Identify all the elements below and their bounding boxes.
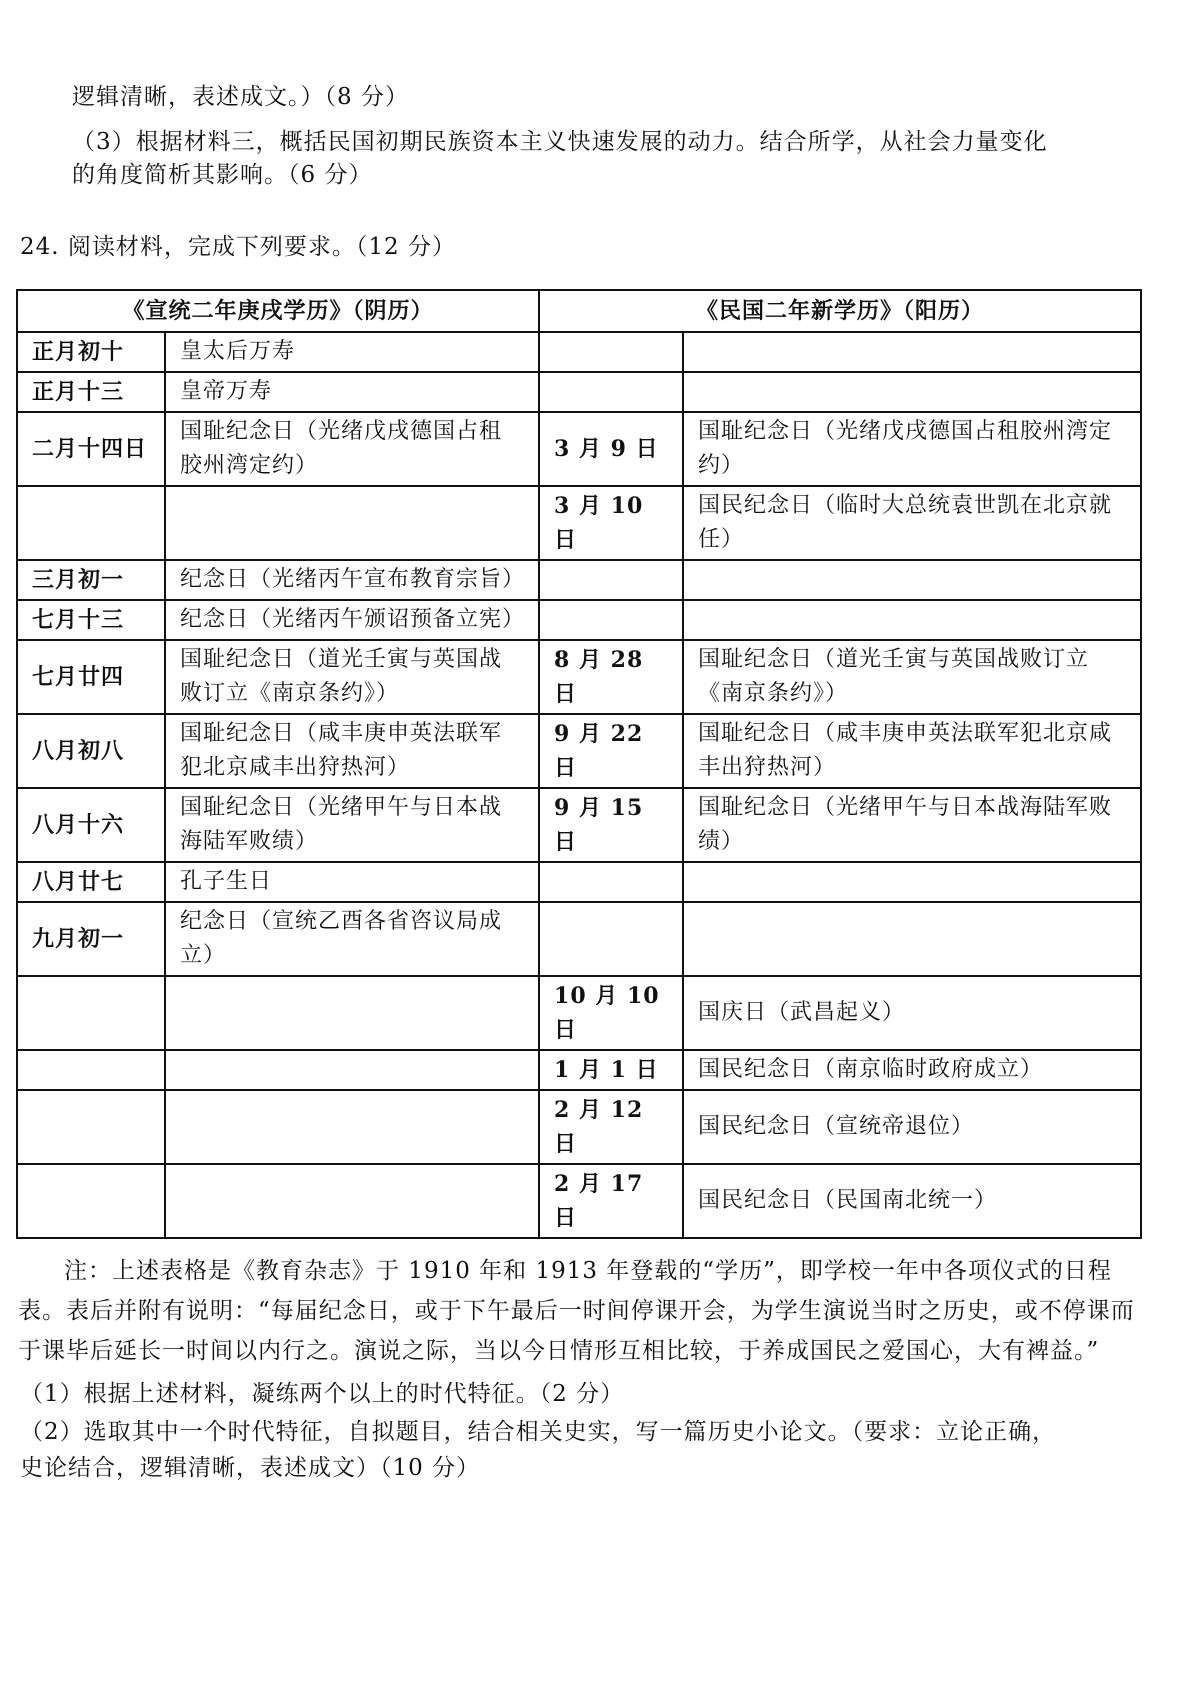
header-qing-calendar: 《宣统二年庚戌学历》（阴历） [17, 290, 539, 332]
prev-question-tail: 逻辑清晰，表述成文。）（8 分） [72, 84, 409, 110]
lunar-date-cell: 七月十三 [17, 600, 165, 640]
solar-date-cell [539, 600, 683, 640]
lunar-date-cell [17, 1050, 165, 1090]
lunar-event-cell [165, 976, 539, 1050]
lunar-event-cell: 孔子生日 [165, 862, 539, 902]
table-row [17, 1050, 1141, 1090]
solar-date-cell: 3 月 9 日 [539, 412, 683, 486]
solar-event-cell [683, 862, 1141, 902]
solar-event-cell: 国庆日（武昌起义） [683, 976, 1141, 1050]
table-row [17, 902, 1141, 976]
lunar-date-cell: 七月廿四 [17, 640, 165, 714]
calendar-table [16, 289, 1142, 1239]
table-row [17, 1164, 1141, 1238]
lunar-event-cell: 国耻纪念日（光绪甲午与日本战海陆军败绩） [165, 788, 539, 862]
lunar-date-cell: 正月十三 [17, 372, 165, 412]
lunar-event-cell: 国耻纪念日（咸丰庚申英法联军犯北京咸丰出狩热河） [165, 714, 539, 788]
solar-date-cell [539, 560, 683, 600]
question-24-heading: 24. 阅读材料，完成下列要求。（12 分） [20, 234, 456, 260]
prev-question-part3: （3）根据材料三，概括民国初期民族资本主义快速发展的动力。结合所学，从社会力量变化 [72, 129, 1048, 155]
sub-question-1: （1）根据上述材料，凝练两个以上的时代特征。（2 分） [20, 1381, 625, 1407]
header-republic-calendar: 《民国二年新学历》（阳历） [539, 290, 1141, 332]
solar-date-cell: 1 月 1 日 [539, 1050, 683, 1090]
lunar-date-cell: 九月初一 [17, 902, 165, 976]
table-row [17, 486, 1141, 560]
solar-event-cell: 国民纪念日（宣统帝退位） [683, 1090, 1141, 1164]
solar-date-cell: 9 月 22 日 [539, 714, 683, 788]
table-row [17, 600, 1141, 640]
solar-event-cell: 国民纪念日（民国南北统一） [683, 1164, 1141, 1238]
solar-date-cell [539, 332, 683, 372]
table-header-row [17, 290, 1141, 332]
lunar-event-cell: 皇太后万寿 [165, 332, 539, 372]
table-note: 注：上述表格是《教育杂志》于 1910 年和 1913 年登载的“学历”，即学校一年中各项仪式的日程表。表后并附有说明：“每届纪念日，或于下午最后一时间停课开会，为学生演说当时之历史，或不停课而于课毕后延长一时间以内行之。演说之际，当以今日情形互相比较，于养成国民之爱国心，大有裨益。” [18, 1258, 1135, 1364]
lunar-event-cell: 国耻纪念日（道光壬寅与英国战败订立《南京条约》） [165, 640, 539, 714]
solar-event-cell: 国耻纪念日（咸丰庚申英法联军犯北京咸丰出狩热河） [683, 714, 1141, 788]
lunar-date-cell: 三月初一 [17, 560, 165, 600]
lunar-date-cell [17, 1090, 165, 1164]
lunar-event-cell: 纪念日（光绪丙午宣布教育宗旨） [165, 560, 539, 600]
solar-event-cell [683, 600, 1141, 640]
solar-date-cell [539, 862, 683, 902]
solar-event-cell: 国耻纪念日（道光壬寅与英国战败订立《南京条约》） [683, 640, 1141, 714]
lunar-event-cell [165, 486, 539, 560]
lunar-date-cell: 正月初十 [17, 332, 165, 372]
lunar-event-cell: 纪念日（宣统乙酉各省咨议局成立） [165, 902, 539, 976]
lunar-event-cell: 皇帝万寿 [165, 372, 539, 412]
solar-date-cell [539, 372, 683, 412]
lunar-date-cell: 八月初八 [17, 714, 165, 788]
lunar-date-cell [17, 486, 165, 560]
solar-date-cell: 2 月 12 日 [539, 1090, 683, 1164]
table-row [17, 412, 1141, 486]
solar-date-cell: 8 月 28 日 [539, 640, 683, 714]
sub-question-2-cont: 史论结合，逻辑清晰，表述成文）（10 分） [20, 1455, 481, 1481]
lunar-date-cell: 二月十四日 [17, 412, 165, 486]
lunar-event-cell [165, 1164, 539, 1238]
solar-date-cell: 9 月 15 日 [539, 788, 683, 862]
lunar-date-cell [17, 1164, 165, 1238]
table-row [17, 560, 1141, 600]
lunar-date-cell: 八月十六 [17, 788, 165, 862]
solar-date-cell: 2 月 17 日 [539, 1164, 683, 1238]
table-row [17, 714, 1141, 788]
solar-event-cell: 国民纪念日（南京临时政府成立） [683, 1050, 1141, 1090]
solar-event-cell: 国民纪念日（临时大总统袁世凯在北京就任） [683, 486, 1141, 560]
solar-event-cell: 国耻纪念日（光绪甲午与日本战海陆军败绩） [683, 788, 1141, 862]
prev-question-part3-cont: 的角度简析其影响。（6 分） [72, 162, 373, 188]
solar-date-cell [539, 902, 683, 976]
table-row [17, 862, 1141, 902]
lunar-date-cell [17, 976, 165, 1050]
table-row [17, 1090, 1141, 1164]
sub-question-2: （2）选取其中一个时代特征，自拟题目，结合相关史实，写一篇历史小论文。（要求：立论正确， [20, 1419, 1057, 1445]
table-row [17, 640, 1141, 714]
table-row [17, 788, 1141, 862]
solar-event-cell [683, 332, 1141, 372]
solar-date-cell: 3 月 10 日 [539, 486, 683, 560]
table-row [17, 976, 1141, 1050]
table-row [17, 332, 1141, 372]
solar-event-cell [683, 902, 1141, 976]
lunar-event-cell: 国耻纪念日（光绪戊戌德国占租胶州湾定约） [165, 412, 539, 486]
lunar-date-cell: 八月廿七 [17, 862, 165, 902]
table-row [17, 372, 1141, 412]
solar-event-cell: 国耻纪念日（光绪戊戌德国占租胶州湾定约） [683, 412, 1141, 486]
solar-date-cell: 10 月 10 日 [539, 976, 683, 1050]
lunar-event-cell [165, 1090, 539, 1164]
solar-event-cell [683, 560, 1141, 600]
lunar-event-cell: 纪念日（光绪丙午颁诏预备立宪） [165, 600, 539, 640]
solar-event-cell [683, 372, 1141, 412]
lunar-event-cell [165, 1050, 539, 1090]
